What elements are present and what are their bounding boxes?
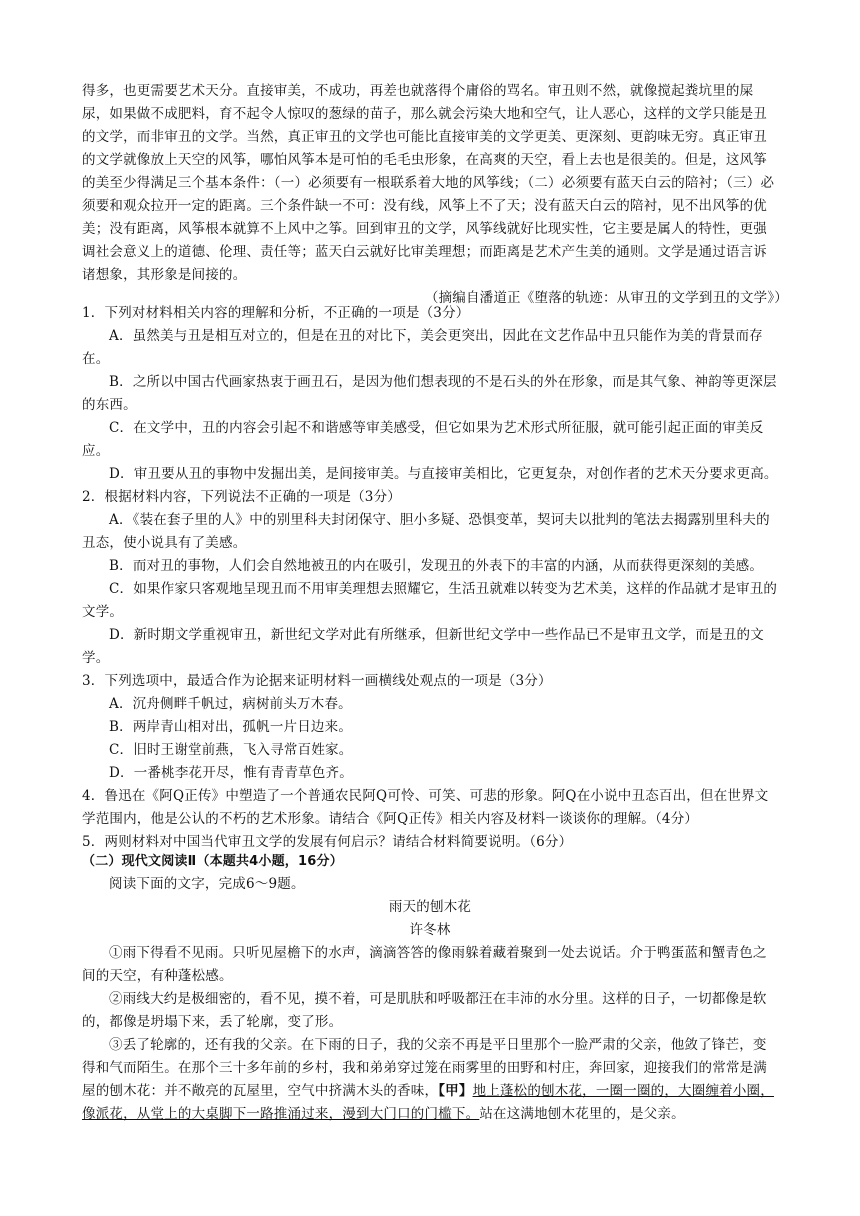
material-source: （摘编自潘道正《堕落的轨迹：从审丑的文学到丑的文学》） (424, 290, 788, 306)
question-1-option-c: C．在文学中，丑的内容会引起不和谐感等审美感受，但它如果为艺术形式所征服，就可能引起正面的审美反应。 (82, 420, 764, 459)
question-2-stem: 2．根据材料内容，下列说法不正确的一项是（3分） (82, 489, 401, 505)
material-paragraph: 得多，也更需要艺术天分。直接审美，不成功，再差也就落得个庸俗的骂名。审丑则不然，就像搅起粪坑里的屎尿，如果做不成肥料，育不起令人惊叹的葱绿的苗子，那么就会污染大地和空气，让人恶心，这样的文学只能是丑的文学，而非审丑的文学。当然，真正审丑的文学也可能比直接审美的文学更美、更深刻、更韵味无穷。真正审丑的文学就像放上天空的风筝，哪怕风筝本是可怕的毛毛虫形象，在高爽的天空，看上去也是很美的。但是，这风筝的美至少得满足三个基本条件：（一）必须要有一根联系着大地的风筝线；（二）必须要有蓝天白云的陪衬；（三）必须要和观众拉开一定的距离。三个条件缺一不可：没有线，风筝上不了天；没有蓝天白云的陪衬，见不出风筝的优美；没有距离，风筝根本就算不上风中之筝。回到审丑的文学，风筝线就好比现实性，它主要是属人的特性，更强调社会意义上的道德、伦理、责任等；蓝天白云就好比审美理想；而距离是艺术产生美的通则。文学是通过语言诉诸想象，其形象是间接的。 (82, 83, 775, 283)
material-one-end (82, 80, 788, 310)
question-1-option-a: A．虽然美与丑是相互对立的，但是在丑的对比下，美会更突出，因此在文艺作品中丑只能作为美的背景而存在。 (82, 328, 763, 367)
question-1-option-d: D．审丑要从丑的事物中发掘出美，是间接审美。与直接审美相比，它更复杂，对创作者的艺术天分要求更高。 (109, 466, 778, 482)
question-3-option-a: A．沉舟侧畔千帆过，病树前头万木春。 (109, 696, 352, 712)
question-4: 4．鲁迅在《阿Q正传》中塑造了一个普通农民阿Q可怜、可笑、可悲的形象。阿Q在小说中丑态百出，但在世界文学范围内，他是公认的不朽的艺术形象。请结合《阿Q正传》相关内容及材料一谈谈你的理解。（4分） (82, 788, 769, 827)
question-2-option-c: C．如果作家只客观地呈现丑而不用审美理想去照耀它，生活丑就难以转变为艺术美，这样的作品就才是审丑的文学。 (82, 581, 778, 620)
section-instruction: 阅读下面的文字，完成6～9题。 (109, 876, 305, 892)
article-paragraph-3 (82, 1034, 778, 1126)
underlined-sentence: 地上蓬松的刨木花，一圈一圈的，大圈缠着小圈，像派花，从堂上的大桌脚下一路推涌过来，漫到大门口的门槛下。 (82, 1083, 774, 1122)
paragraph-3-end: 站在这满地刨木花里的，是父亲。 (479, 1106, 685, 1122)
article-author: 许冬林 (409, 922, 451, 938)
reading-two-section (82, 850, 778, 1126)
question-2-option-b: B．而对丑的事物，人们会自然地被丑的内在吸引，发现丑的外表下的丰富的内涵，从而获得更深刻的美感。 (109, 558, 764, 574)
article-title: 雨天的刨木花 (388, 899, 472, 915)
paragraph-3-text: ③丢了轮廓的，还有我的父亲。在下雨的日子，我的父亲不再是平日里那个一脸严肃的父亲，他敛了锋芒，变得和气而陌生。在那个三十多年前的乡村，我和弟弟穿过笼在雨雾里的田野和村庄，奔回家，迎接我们的常常是满屋的刨木花：并不敞亮的瓦屋里，空气中挤满木头的香味， (82, 1037, 767, 1099)
question-2-option-a: A．《装在套子里的人》中的别里科夫封闭保守、胆小多疑、恐惧变革，契诃夫以批判的笔法去揭露别里科夫的丑态，使小说具有了美感。 (82, 512, 770, 551)
article-paragraph-1: ①雨下得看不见雨。只听见屋檐下的水声，滴滴答答的像雨躲着藏着聚到一处去说话。介于鸭蛋蓝和蟹青色之间的天空，有种蓬松感。 (82, 945, 767, 984)
section-heading: （二）现代文阅读Ⅱ（本题共4小题，16分） (82, 854, 343, 869)
question-3-option-b: B．两岸青山相对出，孤帆一片日边来。 (109, 719, 353, 735)
question-3-stem: 3．下列选项中，最适合作为论据来证明材料一画横线处观点的一项是（3分） (82, 673, 552, 689)
question-5: 5．两则材料对中国当代审丑文学的发展有何启示？请结合材料简要说明。（6分） (82, 834, 573, 850)
question-3-option-d: D．一番桃李花开尽，惟有青青草色齐。 (109, 765, 353, 781)
article-paragraph-2: ②雨线大约是极细密的，看不见，摸不着，可是肌肤和呼吸都汪在丰沛的水分里。这样的日子，一切都像是软的，都像是坍塌下来，丢了轮廓，变了形。 (82, 991, 767, 1030)
questions-section (82, 302, 778, 854)
question-1-stem: 1．下列对材料相关内容的理解和分析，不正确的一项是（3分） (82, 305, 470, 321)
marker-jia: 【甲】 (438, 1083, 473, 1099)
question-3-option-c: C．旧时王谢堂前燕，飞入寻常百姓家。 (109, 742, 353, 758)
question-2-option-d: D．新时期文学重视审丑，新世纪文学对此有所继承，但新世纪文学中一些作品已不是审丑文学，而是丑的文学。 (82, 627, 764, 666)
question-1-option-b: B．之所以中国古代画家热衷于画丑石，是因为他们想表现的不是石头的外在形象，而是其气象、神韵等更深层的东西。 (82, 374, 777, 413)
